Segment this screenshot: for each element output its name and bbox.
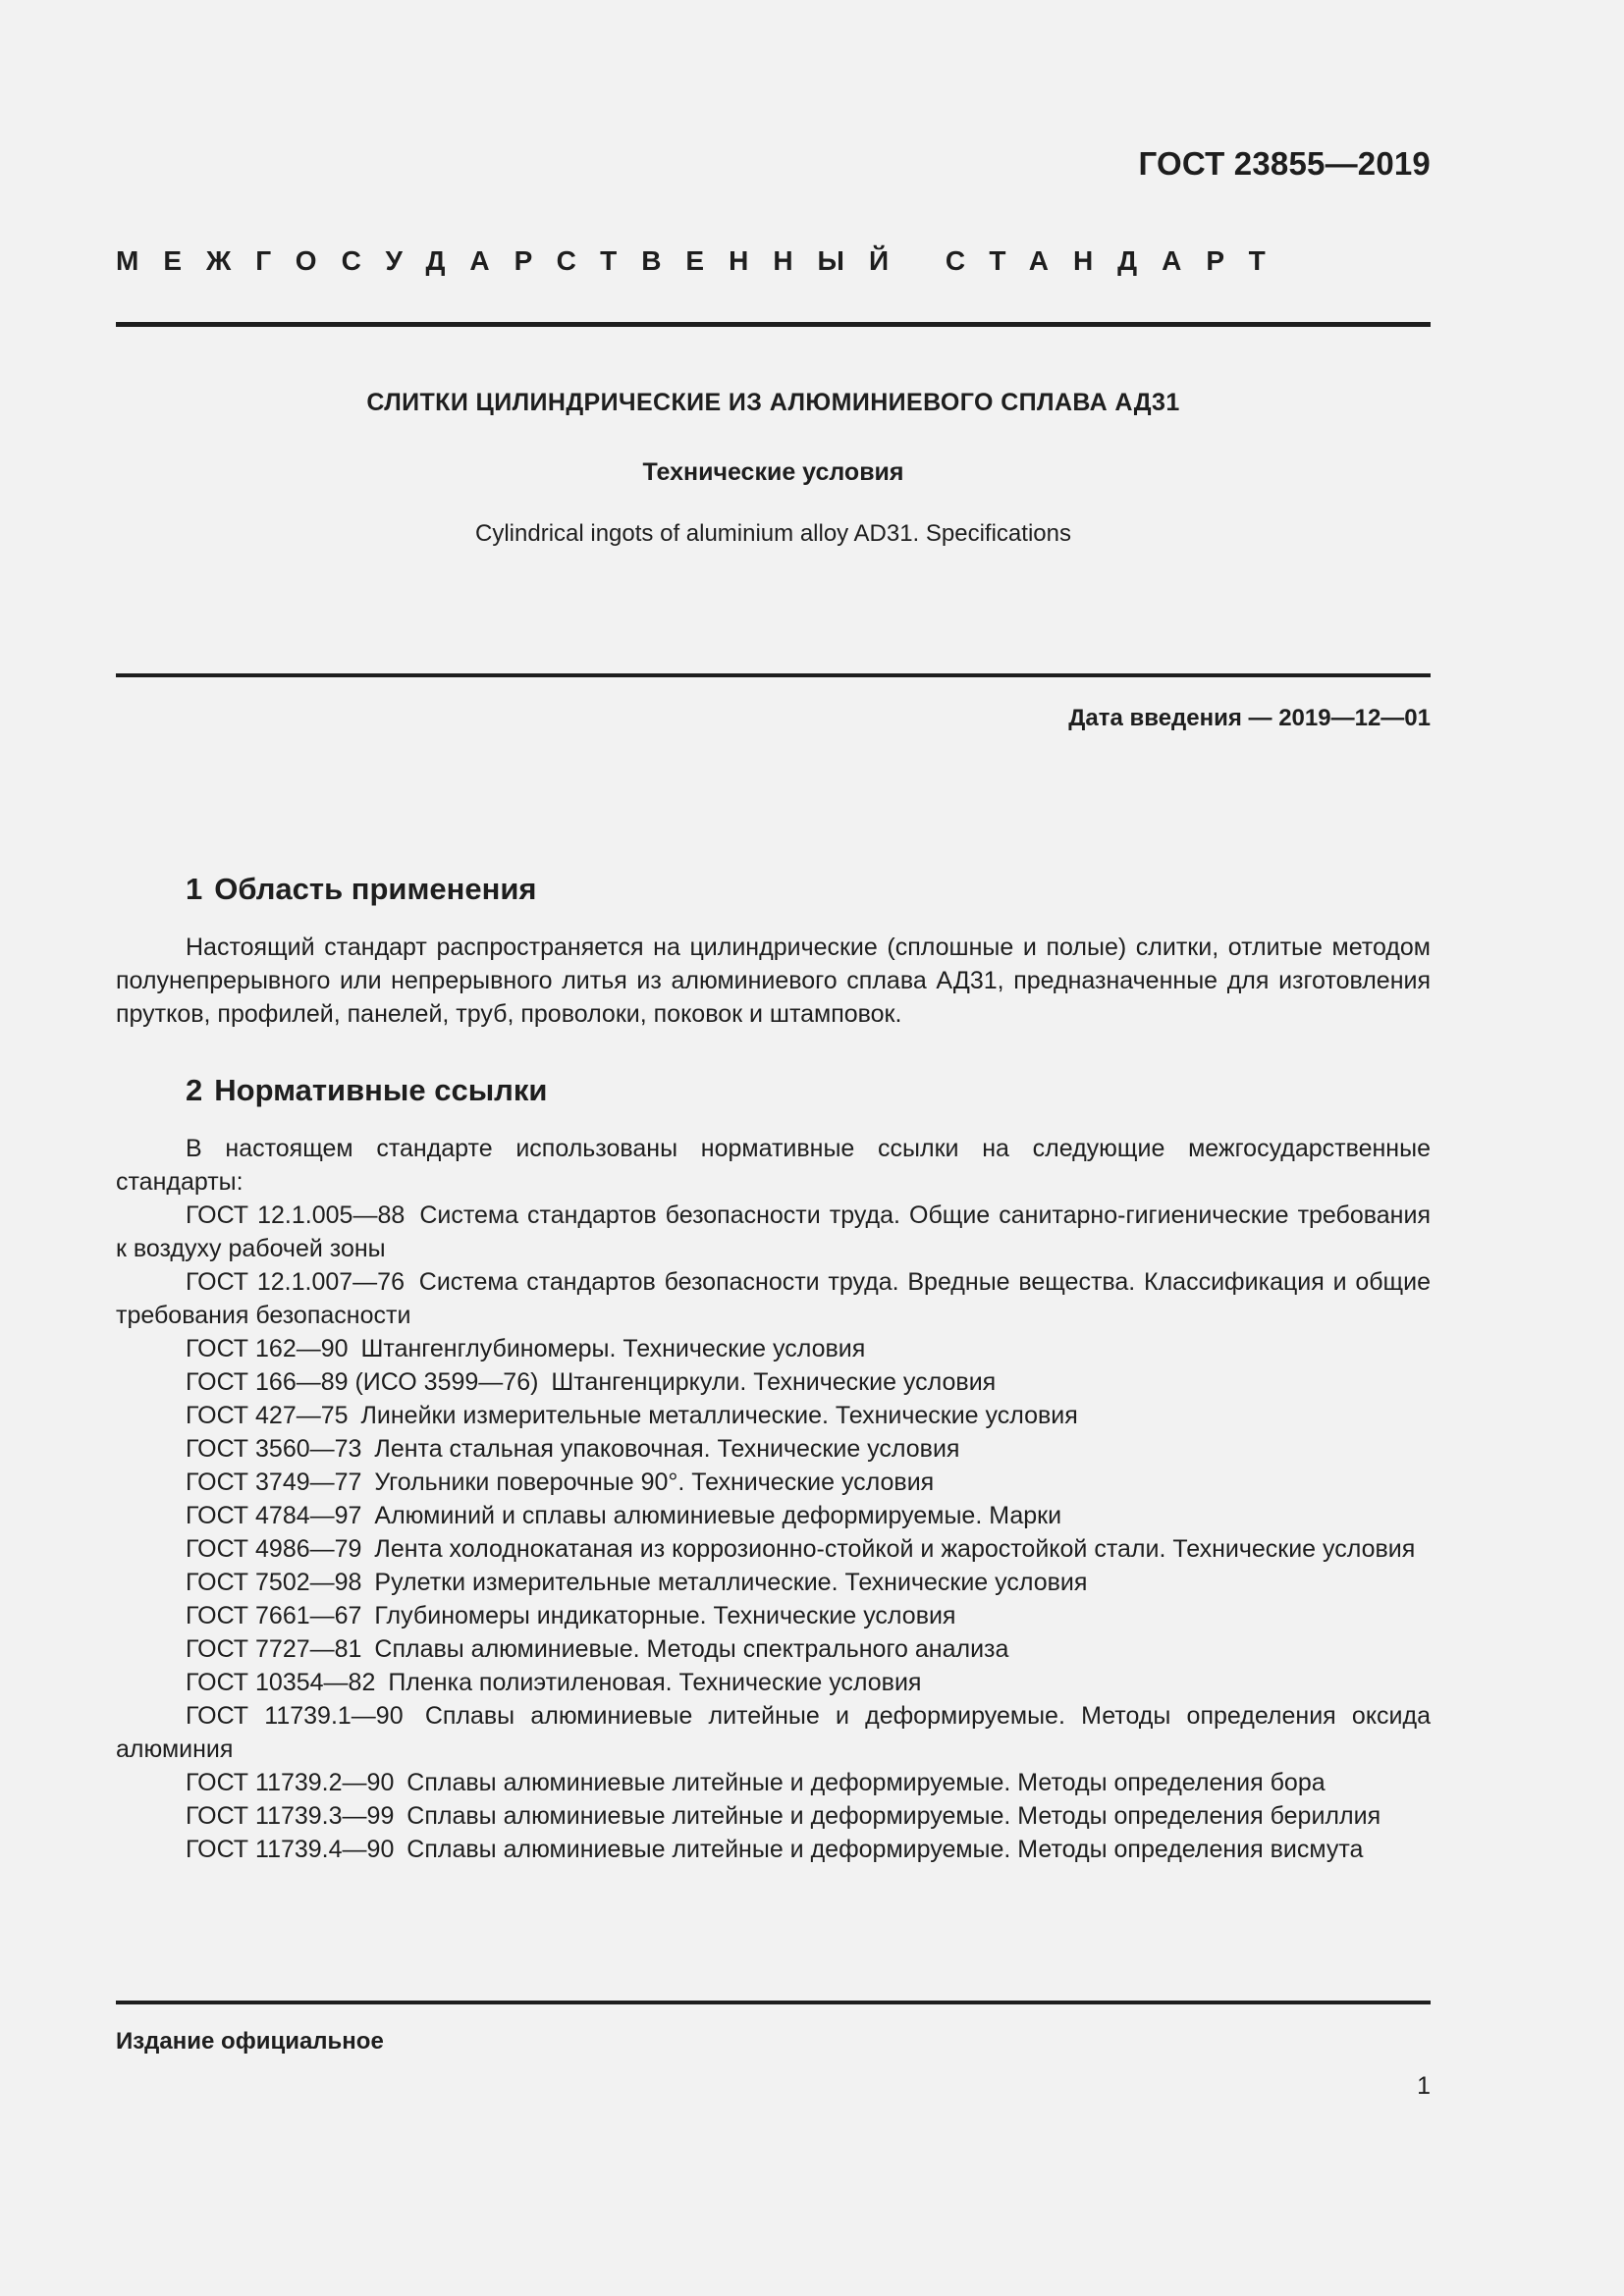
section-body-normative-references [116,1132,1431,1866]
reference-item [116,1265,1431,1332]
gost-number: ГОСТ 23855—2019 [1138,145,1431,182]
reference-title: Сплавы алюминиевые литейные и деформируемые. Методы определения бора [406,1769,1326,1796]
reference-title: Система стандартов безопасности труда. Вредные вещества. Классификация и общие требования безопасности [116,1268,1431,1329]
reference-item [116,1833,1431,1866]
reference-code: ГОСТ 4986—79 [186,1535,362,1563]
section-number: 2 [186,1073,203,1107]
reference-code: ГОСТ 11739.1—90 [186,1702,404,1730]
reference-code: ГОСТ 11739.2—90 [186,1769,395,1796]
footer-rule [116,2001,1431,2004]
official-edition-label: Издание официальное [116,2028,384,2055]
reference-code: ГОСТ 3749—77 [186,1468,362,1496]
reference-title: Штангенциркули. Технические условия [551,1368,997,1396]
reference-item [116,1199,1431,1265]
reference-item [116,1432,1431,1466]
reference-code: ГОСТ 162—90 [186,1335,349,1362]
reference-title: Лента стальная упаковочная. Технические условия [374,1435,960,1463]
reference-code: ГОСТ 11739.4—90 [186,1836,395,1863]
reference-item [116,1699,1431,1766]
interstate-standard-label: МЕЖГОСУДАРСТВЕННЫЙ СТАНДАРТ [116,245,1290,276]
reference-title: Система стандартов безопасности труда. Общие санитарно-гигиенические требования к воздуху рабочей зоны [116,1201,1431,1262]
document-subtitle: Технические условия [642,458,904,486]
reference-title: Линейки измерительные металлические. Технические условия [360,1402,1078,1429]
reference-code: ГОСТ 11739.3—99 [186,1802,395,1830]
title-rule [116,673,1431,677]
reference-item [116,1365,1431,1399]
reference-item [116,1466,1431,1499]
section-number: 1 [186,872,203,906]
reference-code: ГОСТ 166—89 (ИСО 3599—76) [186,1368,539,1396]
reference-item [116,1799,1431,1833]
reference-title: Лента холоднокатаная из коррозионно-стойкой и жаростойкой стали. Технические условия [374,1535,1416,1563]
reference-item [116,1666,1431,1699]
reference-item [116,1599,1431,1632]
reference-code: ГОСТ 7661—67 [186,1602,362,1629]
section-body-scope [116,931,1431,1031]
paragraph: В настоящем стандарте использованы нормативные ссылки на следующие межгосударственные стандарты: [116,1135,1431,1196]
page-number: 1 [1417,2072,1431,2100]
reference-code: ГОСТ 12.1.005—88 [186,1201,406,1229]
header-rule [116,322,1431,327]
reference-item [116,1566,1431,1599]
reference-title: Сплавы алюминиевые. Методы спектрального анализа [374,1635,1009,1663]
reference-title: Алюминий и сплавы алюминиевые деформируемые. Марки [374,1502,1062,1529]
reference-item [116,1399,1431,1432]
document-title: СЛИТКИ ЦИЛИНДРИЧЕСКИЕ ИЗ АЛЮМИНИЕВОГО СПЛАВА АД31 [366,389,1180,416]
reference-list [116,1199,1431,1866]
reference-item [116,1632,1431,1666]
reference-code: ГОСТ 7727—81 [186,1635,362,1663]
reference-code: ГОСТ 12.1.007—76 [186,1268,405,1296]
reference-item [116,1532,1431,1566]
reference-code: ГОСТ 7502—98 [186,1569,362,1596]
reference-title: Сплавы алюминиевые литейные и деформируемые. Методы определения оксида алюминия [116,1702,1431,1763]
paragraph: Настоящий стандарт распространяется на цилиндрические (сплошные и полые) слитки, отлитые методом полунепрерывного или непрерывного литья из алюминиевого сплава АД31, предназначенные для изготовления прутков, профилей, панелей, труб, проволоки, поковок и штамповок. [116,934,1431,1028]
reference-item [116,1499,1431,1532]
reference-item [116,1766,1431,1799]
reference-code: ГОСТ 10354—82 [186,1669,376,1696]
reference-title: Сплавы алюминиевые литейные и деформируемые. Методы определения висмута [406,1836,1364,1863]
section-heading-normative-references [186,1073,547,1108]
reference-title: Рулетки измерительные металлические. Технические условия [374,1569,1088,1596]
section-title: Нормативные ссылки [214,1073,548,1107]
section-title: Область применения [214,872,537,906]
reference-title: Сплавы алюминиевые литейные и деформируемые. Методы определения бериллия [406,1802,1381,1830]
reference-item [116,1332,1431,1365]
date-introduced: Дата введения — 2019—12—01 [1068,705,1431,731]
reference-code: ГОСТ 4784—97 [186,1502,362,1529]
reference-code: ГОСТ 427—75 [186,1402,349,1429]
document-title-english: Cylindrical ingots of aluminium alloy AD31. Specifications [475,520,1071,547]
reference-title: Пленка полиэтиленовая. Технические условия [388,1669,922,1696]
reference-title: Штангенглубиномеры. Технические условия [360,1335,866,1362]
section-heading-scope [186,872,537,907]
reference-title: Глубиномеры индикаторные. Технические условия [374,1602,956,1629]
reference-code: ГОСТ 3560—73 [186,1435,362,1463]
reference-title: Угольники поверочные 90°. Технические условия [374,1468,935,1496]
